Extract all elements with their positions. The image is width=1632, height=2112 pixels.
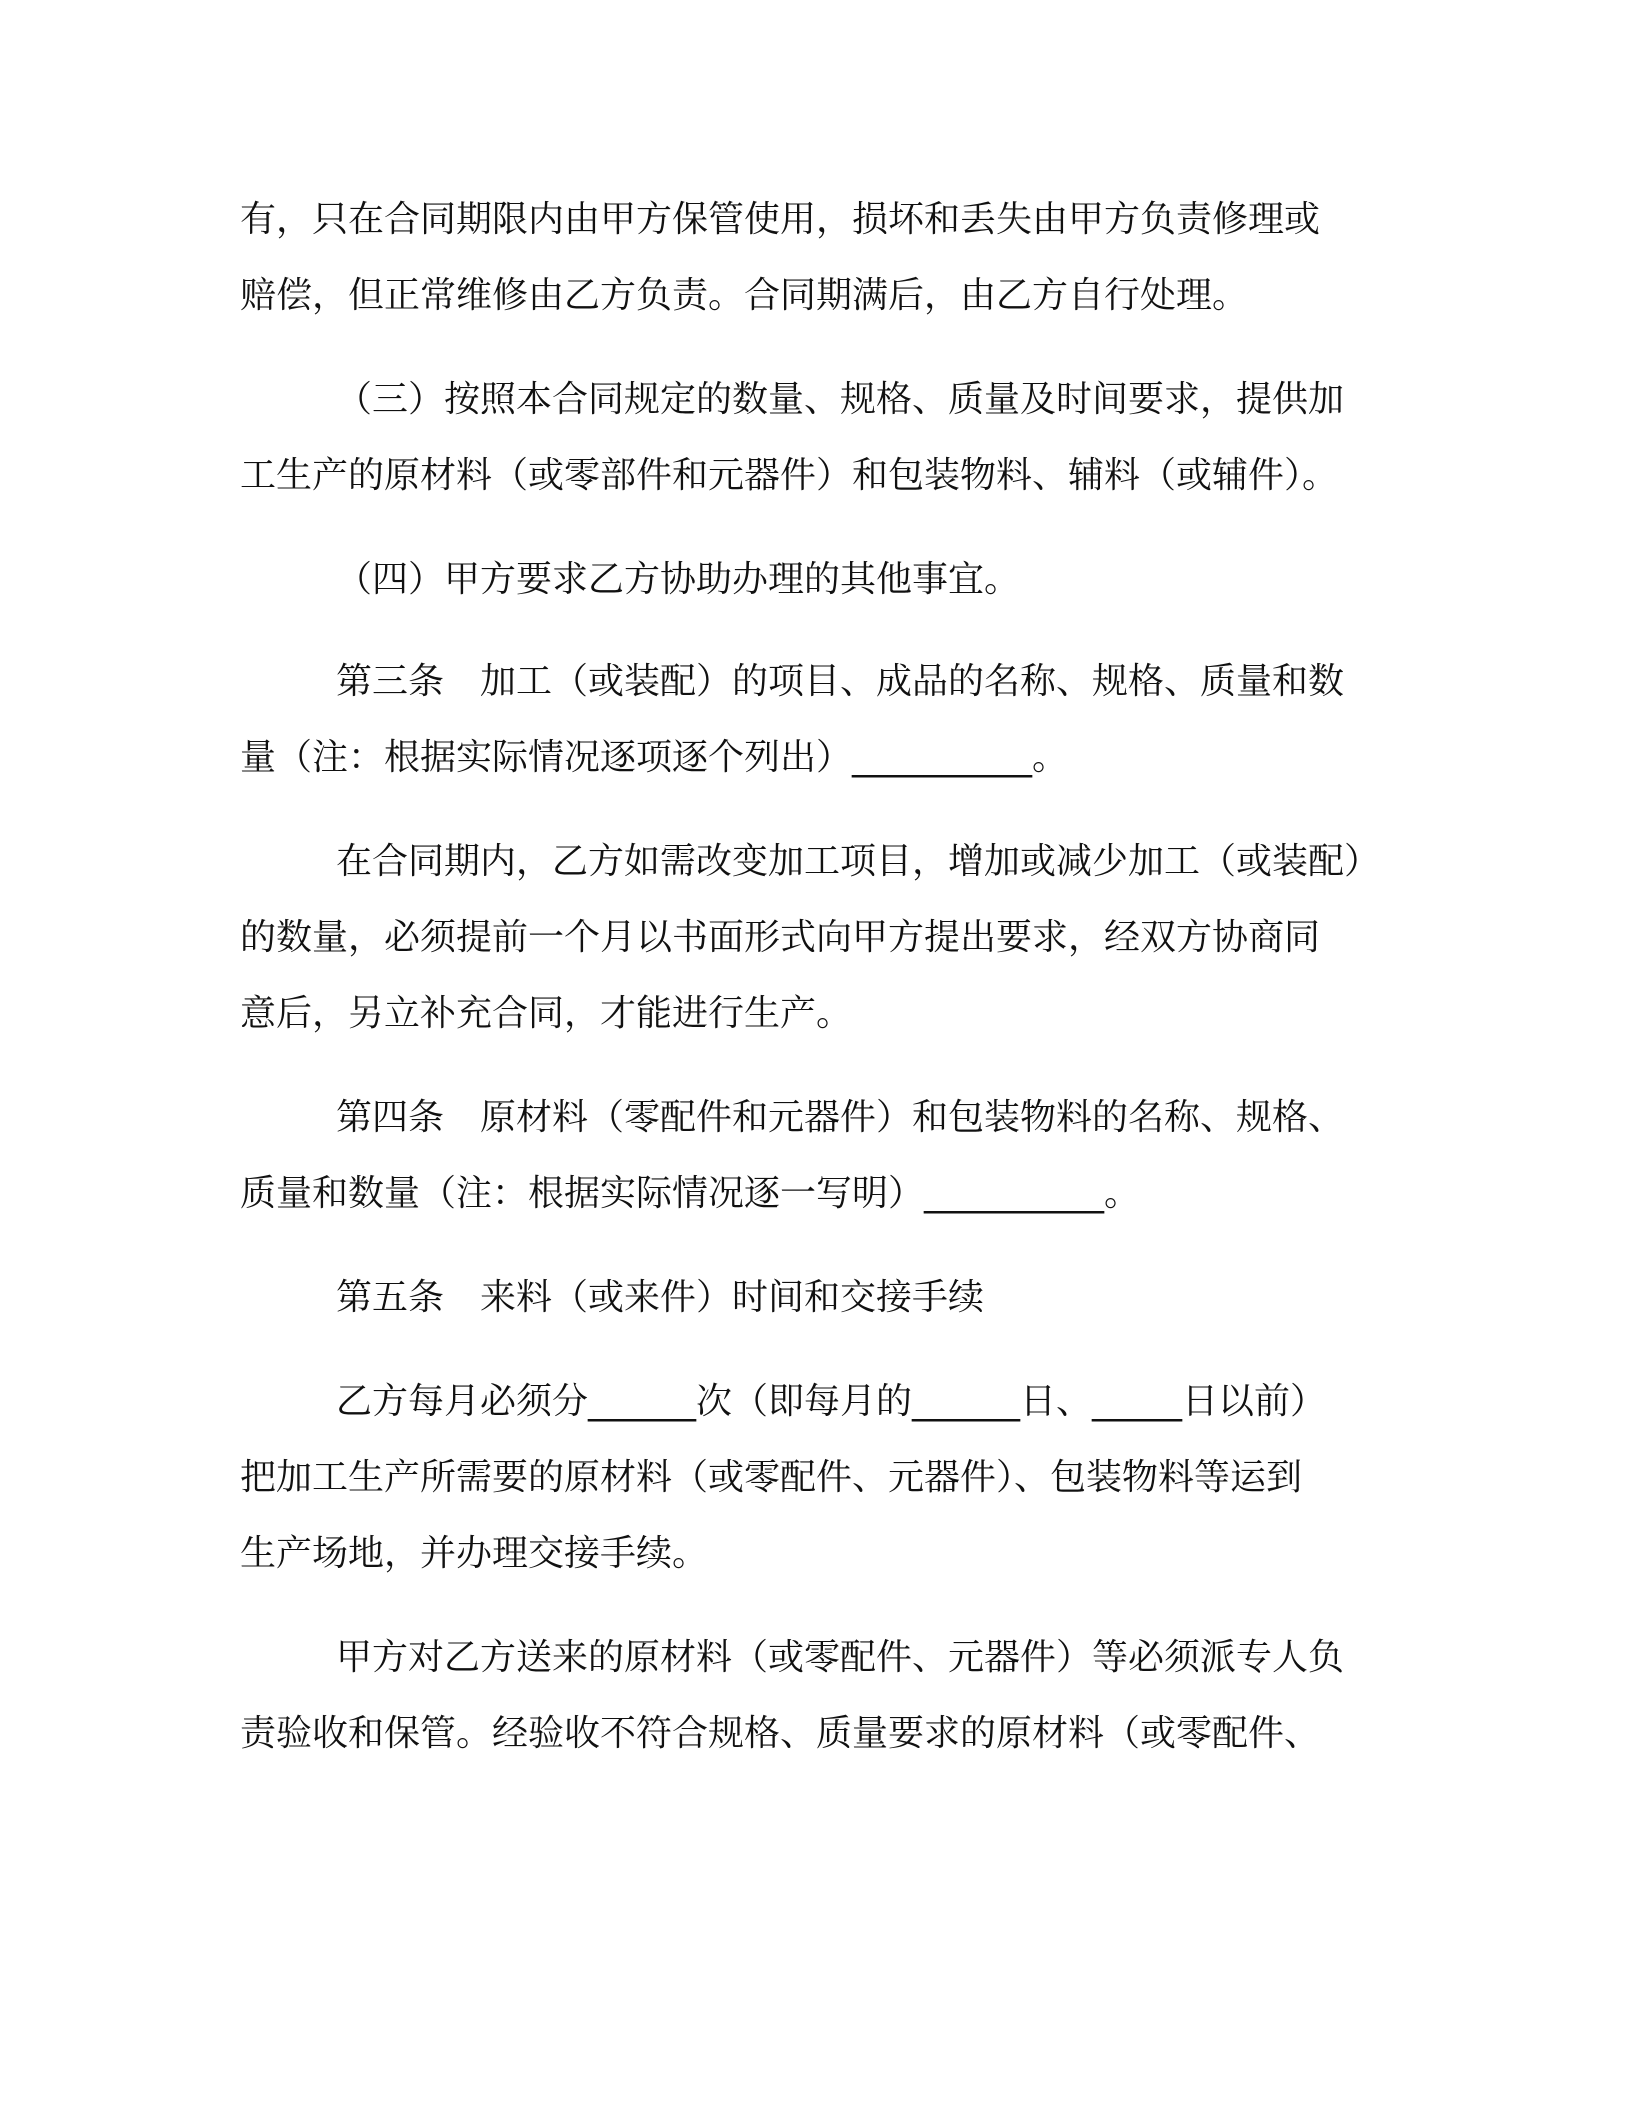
text-line-4: 工生产的原材料（或零部件和元器件）和包装物料、辅料（或辅件）。: [240, 455, 1339, 496]
text-line-14: 乙方每月必须分______次（即每月的______日、_____日以前）: [336, 1381, 1327, 1422]
text-line-13: 第五条 来料（或来件）时间和交接手续: [336, 1277, 985, 1318]
text-line-10: 意后，另立补充合同，才能进行生产。: [240, 993, 853, 1034]
text-line-17: 甲方对乙方送来的原材料（或零配件、元器件）等必须派专人负: [336, 1637, 1345, 1678]
text-line-6: 第三条 加工（或装配）的项目、成品的名称、规格、质量和数: [336, 661, 1345, 702]
text-line-8: 在合同期内，乙方如需改变加工项目，增加或减少加工（或装配）: [336, 841, 1381, 882]
text-line-3: （三）按照本合同规定的数量、规格、质量及时间要求，提供加: [336, 379, 1345, 420]
text-line-12: 质量和数量（注：根据实际情况逐一写明）__________。: [240, 1173, 1141, 1214]
text-line-5: （四）甲方要求乙方协助办理的其他事宜。: [336, 559, 1021, 600]
text-line-1: 有，只在合同期限内由甲方保管使用，损坏和丢失由甲方负责修理或: [240, 199, 1321, 240]
text-line-16: 生产场地，并办理交接手续。: [240, 1533, 709, 1574]
text-line-15: 把加工生产所需要的原材料（或零配件、元器件）、包装物料等运到: [240, 1457, 1303, 1498]
text-line-2: 赔偿，但正常维修由乙方负责。合同期满后，由乙方自行处理。: [240, 275, 1249, 316]
text-line-7: 量（注：根据实际情况逐项逐个列出）__________。: [240, 737, 1069, 778]
text-line-9: 的数量，必须提前一个月以书面形式向甲方提出要求，经双方协商同: [240, 917, 1321, 958]
text-line-11: 第四条 原材料（零配件和元器件）和包装物料的名称、规格、: [336, 1097, 1345, 1138]
text-line-18: 责验收和保管。经验收不符合规格、质量要求的原材料（或零配件、: [240, 1713, 1321, 1754]
